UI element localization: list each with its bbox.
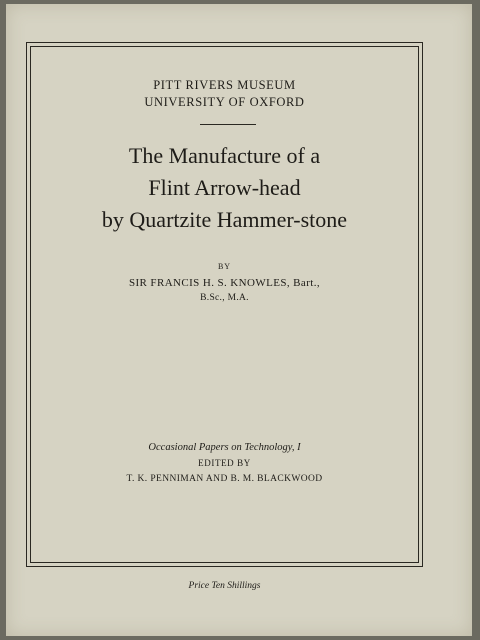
author-name: SIR FRANCIS H. S. KNOWLES, Bart., — [128, 277, 321, 289]
author-degrees: B.Sc., M.A. — [200, 293, 249, 303]
university-name: UNIVERSITY OF OXFORD — [144, 95, 305, 109]
byline-label: BY — [217, 262, 232, 271]
editors-names: T. K. PENNIMAN AND B. M. BLACKWOOD — [126, 474, 323, 484]
title-line-3: by Quartzite Hammer-stone — [101, 207, 348, 232]
series-title: Occasional Papers on Technology, I — [148, 442, 301, 453]
title-line-1: The Manufacture of a — [128, 143, 321, 168]
title-divider — [200, 124, 256, 125]
edited-by-label: EDITED BY — [198, 458, 251, 468]
title-line-2: Flint Arrow-head — [148, 175, 301, 200]
museum-name: PITT RIVERS MUSEUM — [153, 78, 296, 92]
price-label: Price Ten Shillings — [188, 581, 261, 591]
